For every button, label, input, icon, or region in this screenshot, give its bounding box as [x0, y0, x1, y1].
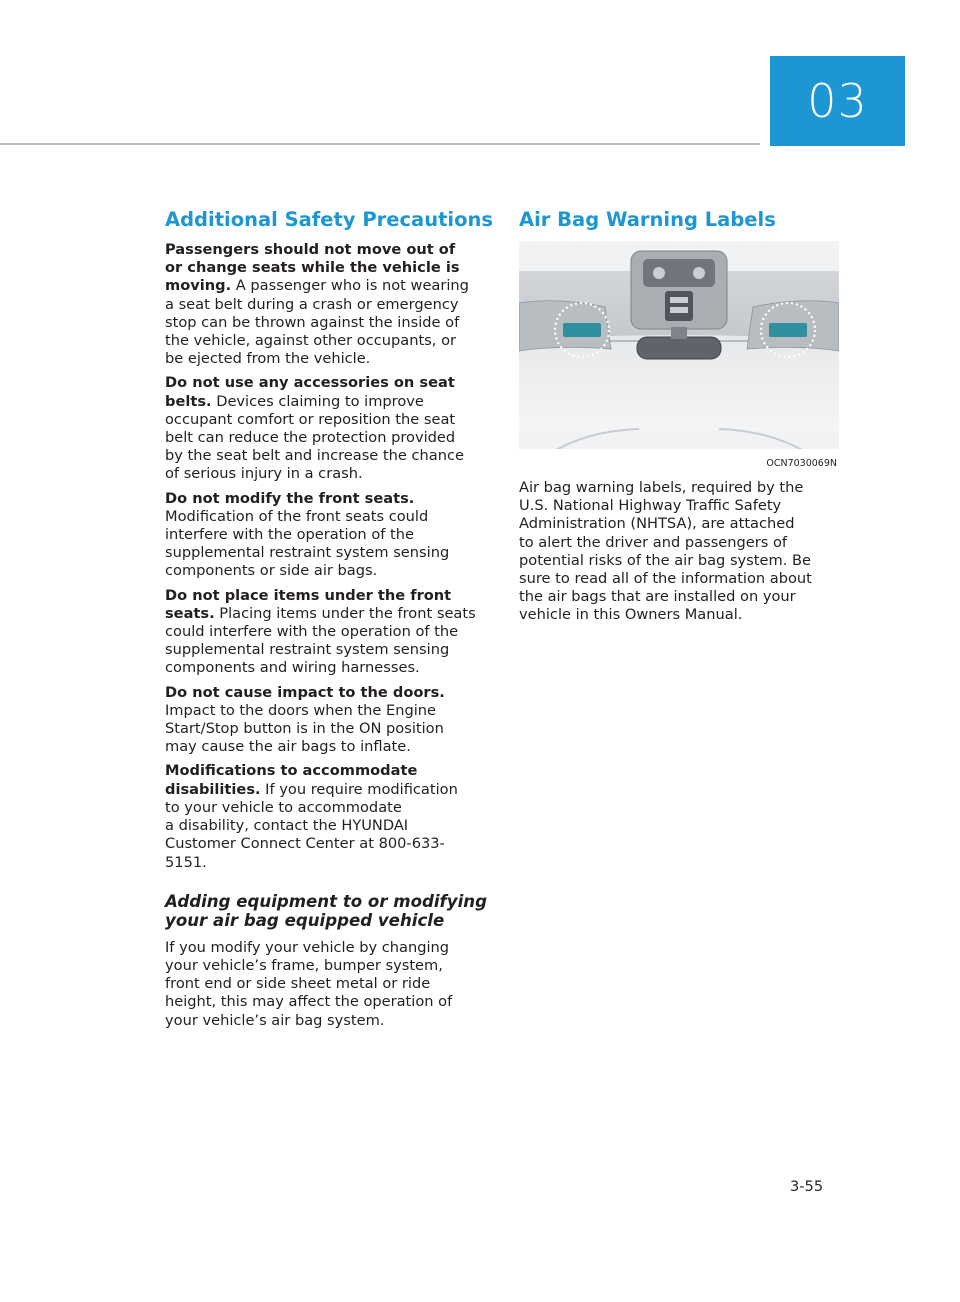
paragraph-line: U.S. National Highway Traffic Safety — [519, 497, 782, 515]
precaution-text-line: could interfere with the operation of the — [165, 623, 459, 641]
precaution-text-line: Start/Stop button is in the ON position — [165, 720, 444, 738]
precaution-text-line: supplemental restraint system sensing — [165, 641, 450, 659]
headliner-illustration — [519, 241, 839, 463]
page-number: 3-55 — [790, 1178, 824, 1195]
chapter-tab — [770, 56, 905, 146]
sub-heading-line: Adding equipment to or modifying — [165, 891, 487, 911]
precaution-title-line: seats. — [165, 604, 215, 622]
precaution-title-line: or change seats while the vehicle is — [165, 259, 460, 277]
precaution-item — [165, 374, 490, 483]
paragraph-line: front end or side sheet metal or ride — [165, 975, 431, 993]
precaution-title-line: belts. — [165, 392, 212, 410]
precaution-text-line: may cause the air bags to inflate. — [165, 738, 411, 756]
precaution-text-line: a seat belt during a crash or emergency — [165, 295, 459, 313]
precaution-item — [165, 490, 490, 581]
precaution-text-line: supplemental restraint system sensing — [165, 544, 450, 562]
paragraph-line: to alert the driver and passengers of — [519, 533, 788, 551]
precaution-item — [165, 762, 490, 871]
paragraph-line: vehicle in this Owners Manual. — [519, 606, 743, 624]
precaution-text-line: Modification of the front seats could — [165, 507, 429, 525]
precaution-title-line: disabilities. — [165, 780, 261, 798]
equipment-paragraph — [165, 939, 490, 1030]
warning-label-figure — [519, 241, 839, 469]
paragraph-line: Administration (NHTSA), are attached — [519, 515, 795, 533]
precaution-text-line: the vehicle, against other occupants, or — [165, 332, 456, 350]
paragraph-line: the air bags that are installed on your — [519, 588, 796, 606]
header-rule — [0, 143, 760, 145]
precaution-text-line: by the seat belt and increase the chance — [165, 447, 464, 465]
paragraph-line: sure to read all of the information about — [519, 570, 812, 588]
precaution-text-line: components or side air bags. — [165, 562, 378, 580]
precaution-text-line: belt can reduce the protection provided — [165, 429, 456, 447]
left-column — [165, 207, 493, 1036]
paragraph-line: height, this may affect the operation of — [165, 993, 453, 1011]
sub-heading-line: your air bag equipped vehicle — [165, 911, 445, 931]
sub-heading-equipment — [165, 892, 490, 931]
precaution-text-line: be ejected from the vehicle. — [165, 350, 371, 368]
precaution-title-line: Do not place items under the front — [165, 586, 452, 604]
section-heading-labels: Air Bag Warning Labels — [519, 208, 776, 231]
precaution-text-line: Customer Connect Center at 800-633- — [165, 835, 445, 853]
precaution-title-line: Passengers should not move out of — [165, 241, 456, 258]
precaution-text-line: Placing items under the front seats — [214, 604, 476, 622]
figure-caption: OCN7030069N — [760, 457, 837, 469]
precaution-text-line: of serious injury in a crash. — [165, 465, 363, 483]
precaution-title-line: Do not modify the front seats. — [165, 489, 415, 507]
precaution-text-line: to your vehicle to accommodate — [165, 798, 402, 816]
precaution-title-line: moving. — [165, 277, 232, 295]
precaution-text-line: interfere with the operation of the — [165, 526, 414, 544]
paragraph-line: your vehicle’s frame, bumper system, — [165, 956, 443, 974]
precaution-title-line: Modifications to accommodate — [165, 762, 418, 780]
precaution-item — [165, 587, 490, 678]
paragraph-line: your vehicle’s air bag system. — [165, 1011, 385, 1029]
paragraph-line: Air bag warning labels, required by the — [519, 479, 804, 496]
precaution-text-line: 5151. — [165, 853, 207, 871]
precaution-text-line: If you require modification — [260, 780, 458, 798]
precaution-text-line: A passenger who is not wearing — [231, 277, 469, 295]
precaution-text-line: Impact to the doors when the Engine — [165, 701, 437, 719]
paragraph-line: potential risks of the air bag system. Be — [519, 551, 811, 569]
precaution-text-line: occupant comfort or reposition the seat — [165, 410, 456, 428]
precaution-text-line: components and wiring harnesses. — [165, 659, 420, 677]
precaution-item — [165, 684, 490, 757]
right-column — [519, 207, 839, 631]
precaution-title-line: Do not use any accessories on seat — [165, 374, 455, 392]
precaution-text-line: stop can be thrown against the inside of — [165, 313, 460, 331]
warning-label-paragraph — [519, 479, 839, 625]
section-heading-safety: Additional Safety Precautions — [165, 208, 493, 231]
precaution-title-line: Do not cause impact to the doors. — [165, 683, 445, 701]
precaution-item — [165, 241, 490, 368]
precaution-text-line: Devices claiming to improve — [211, 392, 424, 410]
paragraph-line: If you modify your vehicle by changing — [165, 938, 450, 956]
chapter-number: 03 — [807, 74, 868, 128]
precaution-text-line: a disability, contact the HYUNDAI — [165, 817, 409, 835]
